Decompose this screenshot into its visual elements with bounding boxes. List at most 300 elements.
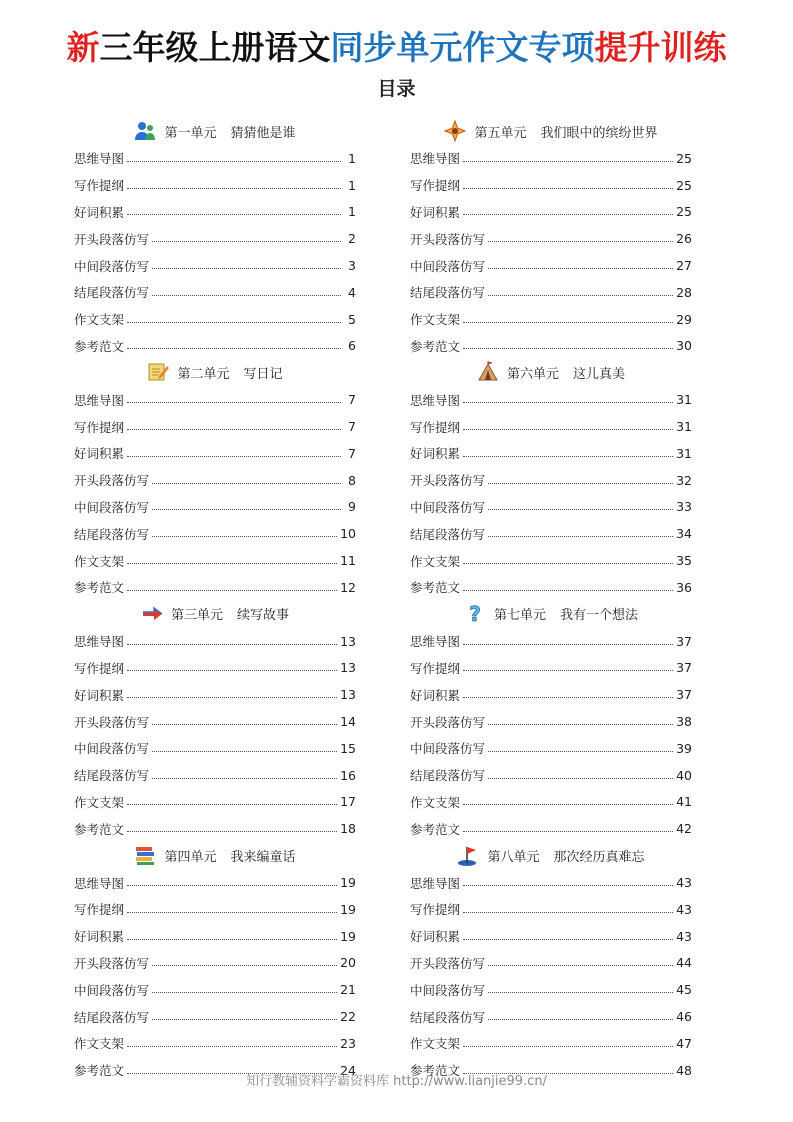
toc-entry-label: 参考范文 (74, 580, 125, 596)
dot-leader (488, 992, 673, 993)
toc-entry-page: 19 (340, 901, 356, 917)
toc-entry[interactable] (74, 172, 356, 199)
toc-column-right (410, 118, 692, 1084)
toc-entry-label: 参考范文 (74, 821, 125, 837)
toc-entry[interactable] (410, 494, 692, 521)
dot-leader (463, 322, 673, 323)
toc-entry-page: 40 (676, 767, 692, 783)
toc-unit (410, 601, 692, 842)
toc-entry[interactable] (74, 655, 356, 682)
toc-entry-page: 37 (676, 687, 692, 703)
toc-unit (410, 359, 692, 600)
toc-entry[interactable] (410, 1030, 692, 1057)
toc-entry-label: 好词积累 (410, 687, 461, 703)
dot-leader (488, 965, 673, 966)
toc-entry-label: 思维导图 (74, 634, 125, 650)
dot-leader (127, 402, 341, 403)
toc-entry-label: 思维导图 (410, 875, 461, 891)
unit-number: 第二单元 (177, 366, 230, 382)
toc-entry-label: 开头段落仿写 (74, 955, 150, 971)
unit-number: 第七单元 (493, 608, 546, 624)
toc-entry[interactable] (410, 333, 692, 360)
dot-leader (463, 1046, 673, 1047)
toc-entry[interactable] (410, 225, 692, 252)
toc-entry[interactable] (410, 950, 692, 977)
dot-leader (152, 724, 337, 725)
toc-entry[interactable] (74, 252, 356, 279)
dot-leader (127, 590, 337, 591)
dot-leader (463, 161, 673, 162)
dot-leader (488, 778, 673, 779)
toc-entry-page: 43 (676, 901, 692, 917)
toc-entry-page: 10 (340, 526, 356, 542)
dot-leader (152, 992, 337, 993)
toc-entry[interactable] (74, 494, 356, 521)
toc-entry[interactable] (74, 520, 356, 547)
toc-entry[interactable] (74, 896, 356, 923)
toc-entry[interactable] (74, 467, 356, 494)
toc-entry[interactable] (410, 789, 692, 816)
toc-entry-page: 29 (676, 311, 692, 327)
toc-entry-label: 结尾段落仿写 (410, 526, 486, 542)
toc-entry-label: 思维导图 (410, 634, 461, 650)
toc-entry[interactable] (410, 655, 692, 682)
unit-title: 那次经历真难忘 (553, 849, 645, 865)
unit-title: 这儿真美 (573, 366, 626, 382)
dot-leader (463, 670, 673, 671)
dot-leader (463, 912, 673, 913)
toc-entry-page: 38 (676, 714, 692, 730)
toc-entry-label: 思维导图 (74, 392, 125, 408)
toc-entry-label: 好词积累 (410, 204, 461, 220)
toc-entry-label: 参考范文 (410, 338, 461, 354)
unit-number: 第三单元 (170, 608, 223, 624)
dot-leader (488, 1019, 673, 1020)
toc-entry[interactable] (74, 574, 356, 601)
dot-leader (127, 1046, 337, 1047)
toc-entry-page: 14 (340, 714, 356, 730)
dot-leader (463, 939, 673, 940)
toc-entry[interactable] (410, 145, 692, 172)
unit-number: 第五单元 (474, 125, 527, 141)
toc-entry[interactable] (74, 333, 356, 360)
toc-entry-page: 2 (348, 231, 356, 247)
toc-entry[interactable] (74, 1003, 356, 1030)
toc-entry-label: 好词积累 (74, 446, 125, 462)
toc-entry-page: 33 (676, 499, 692, 515)
toc-entry[interactable] (74, 681, 356, 708)
unit-heading (410, 359, 692, 385)
toc-entry-page: 25 (676, 177, 692, 193)
dot-leader (463, 885, 673, 886)
toc-entry-label: 作文支架 (74, 1036, 125, 1052)
toc-entry-label: 结尾段落仿写 (74, 526, 150, 542)
dot-leader (488, 295, 673, 296)
toc-entry-label: 开头段落仿写 (410, 231, 486, 247)
unit-number: 第一单元 (164, 125, 217, 141)
toc-entry-page: 48 (676, 1062, 692, 1078)
toc-entry[interactable] (410, 520, 692, 547)
toc-entry-label: 开头段落仿写 (74, 714, 150, 730)
toc-entry-page: 7 (348, 419, 356, 435)
dot-leader (127, 429, 341, 430)
toc-entry-label: 作文支架 (74, 794, 125, 810)
dot-leader (127, 912, 337, 913)
dot-leader (127, 939, 337, 940)
footer-watermark: 知行教辅资料学霸资料库 http://www.lianjie99.cn/ (246, 1074, 547, 1089)
question-icon (464, 603, 486, 625)
toc-entry-label: 参考范文 (74, 1063, 125, 1079)
toc-entry[interactable] (74, 815, 356, 842)
toc-column-left (74, 118, 356, 1084)
toc-entry-page: 43 (676, 928, 692, 944)
toc-entry[interactable] (74, 735, 356, 762)
dot-leader (127, 831, 337, 832)
toc-unit (74, 601, 356, 842)
toc-entry-page: 7 (348, 445, 356, 461)
dot-leader (152, 295, 341, 296)
toc-entry-label: 写作提纲 (410, 419, 461, 435)
toc-entry-page: 25 (676, 204, 692, 220)
toc-entry-page: 35 (676, 553, 692, 569)
toc-entry[interactable] (74, 762, 356, 789)
toc-entry-label: 作文支架 (410, 794, 461, 810)
dot-leader (488, 268, 673, 269)
toc-entry[interactable] (410, 896, 692, 923)
toc-entry-page: 13 (340, 660, 356, 676)
title-segment-red: 新 (66, 28, 100, 67)
arrow-icon (141, 603, 163, 625)
dot-leader (127, 644, 337, 645)
toc-entry-label: 结尾段落仿写 (74, 1009, 150, 1025)
toc-entry-label: 思维导图 (410, 151, 461, 167)
toc-entry-page: 37 (676, 633, 692, 649)
unit-heading (74, 359, 356, 385)
toc-unit (74, 359, 356, 600)
toc-entry-label: 好词积累 (74, 929, 125, 945)
toc-entry-page: 42 (676, 821, 692, 837)
tent-icon (477, 361, 499, 383)
toc-entry-page: 15 (340, 740, 356, 756)
toc-entry-label: 开头段落仿写 (410, 955, 486, 971)
toc-entry[interactable] (410, 252, 692, 279)
toc-entry-label: 好词积累 (74, 687, 125, 703)
unit-title: 猜猜他是谁 (230, 125, 296, 141)
toc-entry-page: 16 (340, 767, 356, 783)
unit-heading (410, 842, 692, 868)
toc-entry[interactable] (410, 869, 692, 896)
toc-entry[interactable] (410, 681, 692, 708)
dot-leader (463, 697, 673, 698)
toc-unit (410, 842, 692, 1083)
toc-entry[interactable] (410, 306, 692, 333)
toc-entry-page: 25 (676, 150, 692, 166)
toc-entry-label: 中间段落仿写 (74, 741, 150, 757)
toc-entry-page: 9 (348, 499, 356, 515)
toc-entry[interactable] (410, 1003, 692, 1030)
toc-entry[interactable] (74, 306, 356, 333)
toc-entry-page: 46 (676, 1009, 692, 1024)
dot-leader (127, 670, 337, 671)
toc-entry-page: 1 (348, 150, 356, 166)
toc-entry[interactable] (74, 413, 356, 440)
toc-entry-page: 26 (676, 231, 692, 247)
books-icon (134, 844, 156, 866)
dot-leader (463, 188, 673, 189)
dot-leader (152, 1019, 337, 1020)
dot-leader (127, 322, 341, 323)
toc-unit (410, 118, 692, 359)
sparkle-icon (444, 120, 466, 142)
toc-entry-label: 写作提纲 (74, 178, 125, 194)
toc-entry[interactable] (74, 225, 356, 252)
unit-heading (74, 118, 356, 144)
toc-entry[interactable] (74, 1030, 356, 1057)
dot-leader (463, 214, 673, 215)
toc-entry[interactable] (410, 708, 692, 735)
toc-entry-page: 34 (676, 526, 692, 542)
toc-entry-label: 写作提纲 (74, 902, 125, 918)
toc-entry[interactable] (74, 440, 356, 467)
dot-leader (152, 778, 337, 779)
toc-entry-page: 43 (676, 875, 692, 891)
toc-entry[interactable] (410, 547, 692, 574)
dot-leader (463, 831, 673, 832)
dot-leader (463, 563, 673, 564)
unit-number: 第四单元 (164, 849, 217, 865)
toc-entry[interactable] (410, 172, 692, 199)
dot-leader (127, 456, 341, 457)
toc-entry-label: 思维导图 (74, 151, 125, 167)
toc-entry-page: 37 (676, 660, 692, 676)
dot-leader (127, 214, 341, 215)
svg-text:?: ? (469, 602, 481, 625)
toc-entry-label: 中间段落仿写 (74, 982, 150, 998)
dot-leader (463, 644, 673, 645)
toc-entry-page: 30 (676, 338, 692, 354)
toc-entry-page: 7 (348, 392, 356, 408)
toc-entry[interactable] (74, 869, 356, 896)
toc-entry-page: 31 (676, 445, 692, 461)
dot-leader (488, 724, 673, 725)
toc-entry-label: 参考范文 (74, 338, 125, 354)
dot-leader (127, 697, 337, 698)
toc-entry-label: 中间段落仿写 (410, 258, 486, 274)
dot-leader (127, 161, 341, 162)
toc-entry-page: 31 (676, 419, 692, 435)
toc-entry-page: 12 (340, 579, 356, 595)
toc-entry[interactable] (74, 976, 356, 1003)
toc-entry[interactable] (74, 386, 356, 413)
unit-title: 写日记 (243, 366, 283, 382)
toc-entry-page: 41 (676, 794, 692, 810)
toc-entry-page: 23 (340, 1035, 356, 1051)
toc-entry-page: 19 (340, 928, 356, 944)
toc-entry-page: 11 (340, 553, 356, 569)
toc-entry-label: 写作提纲 (410, 902, 461, 918)
document-title (0, 26, 793, 70)
toc-entry-page: 1 (348, 177, 356, 193)
toc-entry[interactable] (74, 950, 356, 977)
toc-entry-label: 中间段落仿写 (410, 499, 486, 515)
toc-entry-page: 20 (340, 955, 356, 971)
toc-entry[interactable] (74, 708, 356, 735)
dot-leader (463, 429, 673, 430)
dot-leader (127, 348, 341, 349)
toc-entry-page: 18 (340, 821, 356, 837)
toc-entry[interactable] (74, 547, 356, 574)
toc-entry-page: 21 (340, 982, 356, 998)
dot-leader (463, 804, 673, 805)
dot-leader (463, 402, 673, 403)
toc-entry-label: 中间段落仿写 (74, 499, 150, 515)
toc-entry-label: 结尾段落仿写 (74, 285, 150, 301)
toc-entry[interactable] (410, 467, 692, 494)
toc-entry-page: 8 (348, 472, 356, 488)
unit-title: 我有一个想法 (560, 608, 639, 624)
toc-entry[interactable] (74, 923, 356, 950)
toc-entry-label: 好词积累 (410, 929, 461, 945)
toc-entry-page: 22 (340, 1009, 356, 1024)
toc-entry-page: 4 (348, 284, 356, 300)
toc-entry[interactable] (74, 789, 356, 816)
unit-title: 我们眼中的缤纷世界 (540, 125, 658, 141)
toc-entry-page: 6 (348, 338, 356, 354)
toc-entry[interactable] (410, 735, 692, 762)
toc-entry-label: 开头段落仿写 (410, 714, 486, 730)
unit-number: 第六单元 (506, 366, 559, 382)
dot-leader (152, 509, 341, 510)
toc-entry-page: 27 (676, 258, 692, 274)
toc-entry-label: 作文支架 (410, 312, 461, 328)
toc-entry-label: 作文支架 (410, 553, 461, 569)
toc-entry-page: 3 (348, 258, 356, 274)
toc-entry-page: 28 (676, 284, 692, 300)
unit-heading (74, 842, 356, 868)
toc-unit (74, 118, 356, 359)
toc-entry-page: 1 (348, 204, 356, 220)
dot-leader (488, 536, 673, 537)
toc-entry[interactable] (410, 386, 692, 413)
notebook-pencil-icon (147, 361, 169, 383)
unit-title: 续写故事 (237, 608, 290, 624)
toc-entry-label: 结尾段落仿写 (410, 285, 486, 301)
toc-entry-label: 写作提纲 (74, 660, 125, 676)
dot-leader (488, 509, 673, 510)
toc-entry-page: 36 (676, 579, 692, 595)
toc-entry-label: 开头段落仿写 (410, 473, 486, 489)
dot-leader (488, 751, 673, 752)
toc-entry-page: 31 (676, 392, 692, 408)
unit-title: 我来编童话 (230, 849, 296, 865)
toc-entry[interactable] (410, 628, 692, 655)
title-segment-blue: 同步单元作文专项 (330, 28, 595, 67)
dot-leader (127, 804, 337, 805)
dot-leader (127, 563, 337, 564)
dot-leader (463, 456, 673, 457)
title-segment-red-2: 提升训练 (594, 28, 727, 67)
toc-entry[interactable] (410, 413, 692, 440)
toc-entry[interactable] (410, 976, 692, 1003)
toc-entry[interactable] (74, 199, 356, 226)
toc-entry-label: 中间段落仿写 (410, 741, 486, 757)
dot-leader (463, 348, 673, 349)
title-segment-black: 三年级上册语文 (99, 28, 331, 67)
toc-unit (74, 842, 356, 1083)
toc-entry[interactable] (410, 815, 692, 842)
toc-entry-label: 参考范文 (410, 821, 461, 837)
toc-entry-page: 19 (340, 875, 356, 891)
dot-leader (152, 268, 341, 269)
dot-leader (488, 241, 673, 242)
toc-entry-label: 思维导图 (410, 392, 461, 408)
toc-entry-label: 作文支架 (410, 1036, 461, 1052)
flag-icon (457, 844, 479, 866)
unit-heading (410, 601, 692, 627)
toc-entry-page: 24 (340, 1062, 356, 1078)
toc-entry-label: 中间段落仿写 (410, 982, 486, 998)
dot-leader (488, 483, 673, 484)
toc-entry-page: 32 (676, 472, 692, 488)
dot-leader (152, 965, 337, 966)
dot-leader (127, 188, 341, 189)
people-icon (134, 120, 156, 142)
toc-entry-label: 结尾段落仿写 (410, 1009, 486, 1025)
toc-entry[interactable] (410, 923, 692, 950)
toc-entry-label: 作文支架 (74, 312, 125, 328)
toc-entry-label: 中间段落仿写 (74, 258, 150, 274)
toc-entry-page: 47 (676, 1035, 692, 1051)
toc-entry-label: 写作提纲 (74, 419, 125, 435)
unit-heading (410, 118, 692, 144)
dot-leader (127, 885, 337, 886)
toc-entry-label: 结尾段落仿写 (74, 768, 150, 784)
toc-entry-page: 5 (348, 311, 356, 327)
dot-leader (152, 241, 341, 242)
toc-entry[interactable] (410, 574, 692, 601)
toc-entry-label: 参考范文 (410, 580, 461, 596)
toc-heading: 目录 (377, 78, 416, 100)
toc-entry[interactable] (410, 440, 692, 467)
toc-entry-label: 开头段落仿写 (74, 231, 150, 247)
toc-entry-page: 39 (676, 740, 692, 756)
toc-entry[interactable] (74, 145, 356, 172)
toc-entry-label: 写作提纲 (410, 178, 461, 194)
toc-entry-page: 44 (676, 955, 692, 971)
toc-entry-label: 结尾段落仿写 (410, 768, 486, 784)
toc-entry-label: 作文支架 (74, 553, 125, 569)
toc-entry-page: 13 (340, 687, 356, 703)
toc-entry-label: 写作提纲 (410, 660, 461, 676)
toc-entry-label: 开头段落仿写 (74, 473, 150, 489)
unit-number: 第八单元 (487, 849, 540, 865)
dot-leader (152, 536, 337, 537)
unit-heading (74, 601, 356, 627)
dot-leader (152, 751, 337, 752)
toc-entry-label: 好词积累 (74, 204, 125, 220)
toc-entry[interactable] (74, 279, 356, 306)
toc-entry[interactable] (410, 762, 692, 789)
toc-entry-label: 好词积累 (410, 446, 461, 462)
toc-entry-page: 13 (340, 633, 356, 649)
toc-entry[interactable] (74, 628, 356, 655)
dot-leader (463, 590, 673, 591)
toc-entry-label: 思维导图 (74, 875, 125, 891)
dot-leader (152, 483, 341, 484)
toc-entry-page: 45 (676, 982, 692, 998)
toc-entry[interactable] (410, 199, 692, 226)
toc-entry[interactable] (410, 279, 692, 306)
